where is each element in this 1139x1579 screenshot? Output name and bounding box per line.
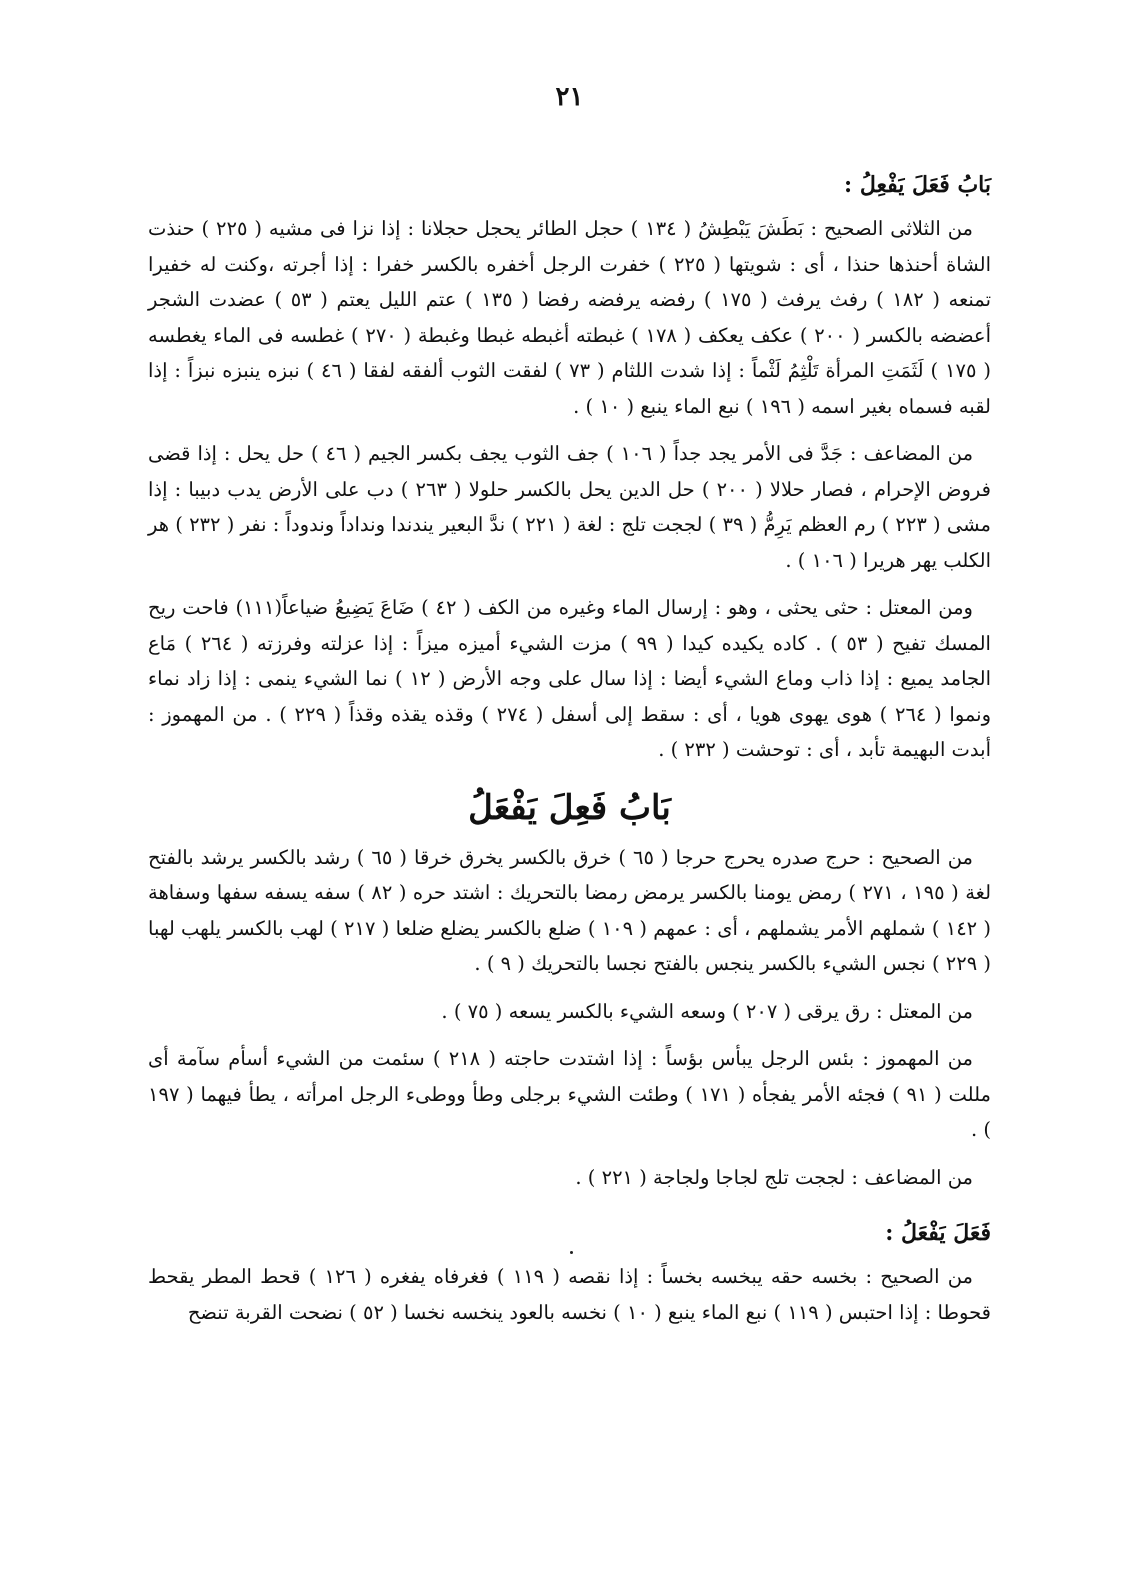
paragraph: من المضاعف : جَدَّ فى الأمر يجد جداً ( ١٠٦ ) جف الثوب يجف بكسر الجيم ( ٤٦ ) حل يحل : إذا قضى فروض الإحرام ، فصار حلالا ( ٢٠٠ ) حل الدين يحل بالكسر حلولا ( ٢٦٣ ) دب على الأرض يدب دبيبا : إذا مشى ( ٢٢٣ ) رم العظم يَرِمُّ ( ٣٩ ) لججت تلج : لغة ( ٢٢١ ) ندَّ البعير يندندا ونداداً وندوداً : نفر ( ٢٣٢ ) هر الكلب يهر هريرا ( ١٠٦ ) . (148, 442, 991, 572)
paragraph: ومن المعتل : حثى يحثى ، وهو : إرسال الماء وغيره من الكف ( ٤٢ ) ضَاعَ يَضِيعُ ضياعاً(١١١) فاحت ريح المسك تفيح ( ٥٣ ) . كاده يكيده كيدا ( ٩٩ ) مزت الشيء أميزه ميزاً : إذا عزلته وفرزته ( ٢٦٤ ) مَاع الجامد يميع : إذا ذاب وماع الشيء أيضا : إذا سال على وجه الأرض ( ١٢ ) نما الشيء ينمى : إذا زاد نماء ونموا ( ٢٦٤ ) هوى يهوى هويا ، أى : سقط إلى أسفل ( ٢٧٤ ) وقذه يقذه وقذاً ( ٢٢٩ ) . من المهموز : أبدت البهيمة تأبد ، أى : توحشت ( ٢٣٢ ) . (148, 596, 992, 761)
section-heading: فَعَلَ يَفْعَلُ : (885, 1220, 991, 1246)
paragraph: من الصحيح : حرج صدره يحرج حرجا ( ٦٥ ) خرق بالكسر يخرق خرقا ( ٦٥ ) رشد بالكسر يرشد بالفتح لغة ( ١٩٥ ، ٢٧١ ) رمض يومنا بالكسر يرمض رمضا بالتحريك : اشتد حره ( ٨٢ ) سفه يسفه سفها وسفاهة ( ١٤٢ ) شملهم الأمر يشملهم ، أى : عمهم ( ١٠٩ ) ضلع بالكسر يضلع ضلعا ( ٢١٧ ) لهب بالكسر يلهب لهبا ( ٢٢٩ ) نجس الشيء بالكسر ينجس بالفتح نجسا بالتحريك ( ٩ ) . (148, 845, 992, 975)
page-number: ٢١ (555, 82, 584, 112)
paragraph: من الثلاثى الصحيح : بَطَشَ يَبْطِشُ ( ١٣٤ ) حجل الطائر يحجل حجلانا : إذا نزا فى مشيه ( ٢٢٥ ) حنذت الشاة أحنذها حنذا ، أى : شويتها ( ٢٢٥ ) خفرت الرجل أخفره بالكسر خفرا : إذا أجرته ،وكنت له خفيرا تمنعه ( ١٨٢ ) رفث يرفث ( ١٧٥ ) رفضه يرفضه رفضا ( ١٣٥ ) عتم الليل يعتم ( ٥٣ ) عضدت الشجر أعضضه بالكسر ( ٢٠٠ ) عكف يعكف ( ١٧٨ ) غبطته أغبطه غبطا وغبطة ( ٢٧٠ ) غطسه فى الماء يغطسه ( ١٧٥ ) لَثَمَتِ المرأة تَلْثِمُ لَثْماً : إذا شدت اللثام ( ٧٣ ) لفقت الثوب ألفقه لفقا ( ٤٦ ) نبزه ينبزه نبزاً : إذا لقبه فسماه بغير اسمه ( ١٩٦ ) نبع الماء ينبع ( ١٠ ) . (148, 217, 991, 418)
paragraph: من المضاعف : لججت تلج لجاجا ولجاجة ( ٢٢١ ) . (575, 1165, 973, 1189)
page-content (148, 165, 991, 1342)
paragraph: من المهموز : بئس الرجل يبأس بؤساً : إذا اشتدت حاجته ( ٢١٨ ) سئمت من الشيء أسأم سآمة أى مللت ( ٩١ ) فجئه الأمر يفجأه ( ١٧١ ) وطئت الشيء برجلى وطأ ووطىء الرجل امرأته ، يطأ فيهما ( ١٩٧ ) . (148, 1047, 991, 1141)
paragraph: من المعتل : رق يرقى ( ٢٠٧ ) وسعه الشيء بالكسر يسعه ( ٧٥ ) . (441, 999, 973, 1023)
chapter-title: بَابُ فَعِلَ يَفْعَلُ (468, 787, 671, 828)
section-heading: بَابُ فَعَلَ يَفْعِلُ : (844, 172, 991, 198)
ink-speck (570, 1251, 573, 1254)
paragraph: من الصحيح : بخسه حقه يبخسه بخساً : إذا نقصه ( ١١٩ ) فغرفاه يفغره ( ١٢٦ ) قحط المطر يقحط قحوطا : إذا احتبس ( ١١٩ ) نبع الماء ينبع ( ١٠ ) نخسه بالعود ينخسه نخسا ( ٥٢ ) نضحت القربة تنضح (148, 1265, 991, 1324)
